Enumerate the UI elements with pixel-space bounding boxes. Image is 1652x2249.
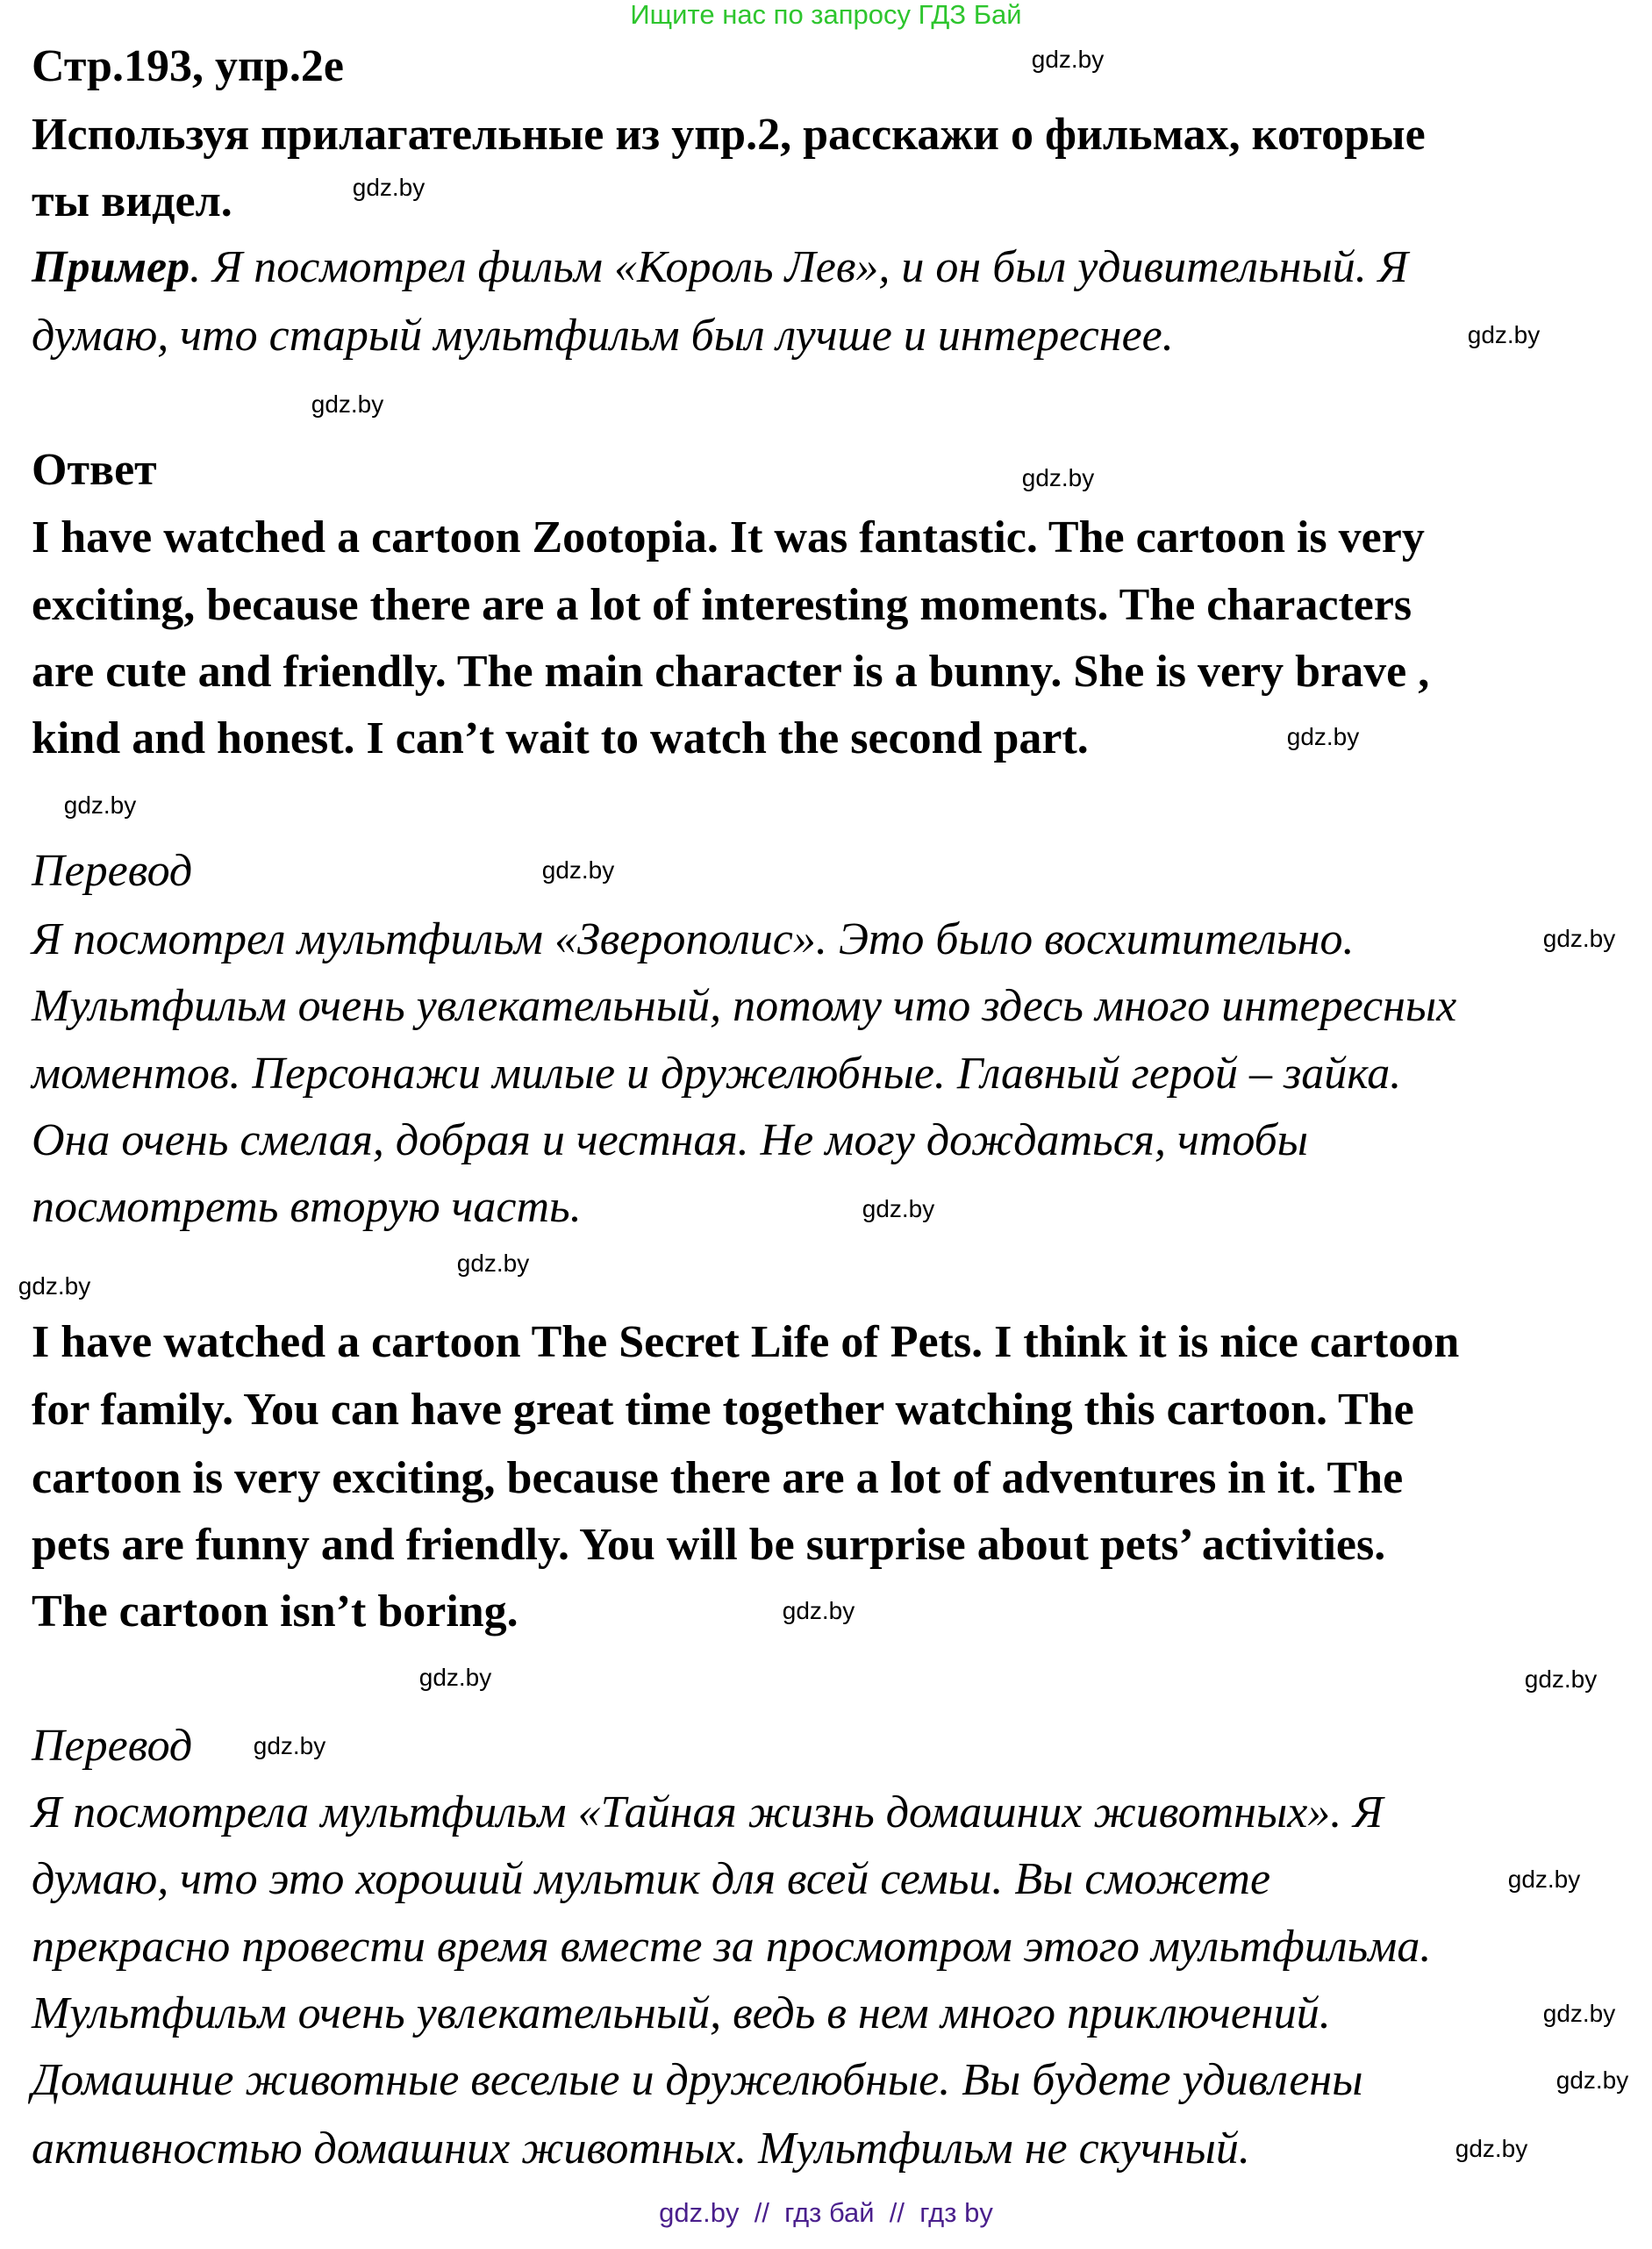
watermark: gdz.by [541, 856, 615, 884]
search-hint-banner: Ищите нас по запросу ГДЗ Бай [630, 0, 1022, 30]
translation2-line: Я посмотрела мультфильм «Тайная жизнь домашних животных». Я [32, 1787, 1384, 1837]
example-line [32, 234, 1408, 301]
answer1-line: exciting, because there are a lot of interesting moments. The characters [32, 580, 1412, 630]
watermark: gdz.by [456, 1250, 530, 1277]
watermark: gdz.by [1507, 1866, 1581, 1893]
translation1-line: Она очень смелая, добрая и честная. Не могу дождаться, чтобы [32, 1115, 1309, 1165]
watermark: gdz.by [1031, 46, 1105, 73]
watermark: gdz.by [418, 1664, 492, 1691]
answer2-line: I have watched a cartoon The Secret Life of Pets. I think it is nice cartoon [32, 1317, 1460, 1367]
page-title: Стр.193, упр.2е [32, 41, 344, 91]
translation2-line: думаю, что это хороший мультик для всей семьи. Вы сможете [32, 1854, 1271, 1904]
watermark: gdz.by [352, 174, 426, 201]
watermark: gdz.by [1286, 723, 1360, 750]
watermark: gdz.by [1021, 464, 1095, 491]
answer2-line: The cartoon isn’t boring. [32, 1586, 518, 1637]
watermark: gdz.by [1542, 925, 1616, 952]
watermark: gdz.by [1455, 2135, 1528, 2162]
answer2-line: for family. You can have great time together watching this cartoon. The [32, 1385, 1414, 1435]
translation1-line: Мультфильм очень увлекательный, потому что здесь много интересных [32, 981, 1457, 1031]
translation2-line: Мультфильм очень увлекательный, ведь в нем много приключений. [32, 1988, 1331, 2038]
translation1-line: Я посмотрел мультфильм «Зверополис». Это было восхитительно. [32, 914, 1355, 964]
answer1-line: kind and honest. I can’t wait to watch the second part. [32, 713, 1089, 763]
task-line: ты видел. [32, 176, 232, 226]
translation1-line: посмотреть вторую часть. [32, 1182, 582, 1232]
answer1-line: I have watched a cartoon Zootopia. It was fantastic. The cartoon is very [32, 512, 1425, 562]
answer2-line: pets are funny and friendly. You will be surprise about pets’ activities. [32, 1520, 1386, 1570]
answer-heading: Ответ [32, 445, 157, 495]
answer2-line: cartoon is very exciting, because there are a lot of adventures in it. The [32, 1453, 1404, 1503]
answer1-line: are cute and friendly. The main character is a bunny. She is very brave , [32, 647, 1430, 697]
example-text: . Я посмотрел фильм «Король Лев», и он был удивительный. Я [190, 242, 1408, 292]
translation1-line: моментов. Персонажи милые и дружелюбные. Главный герой – зайка. [32, 1049, 1402, 1099]
task-line: Используя прилагательные из упр.2, расскажи о фильмах, которые [32, 110, 1426, 160]
watermark: gdz.by [1542, 2000, 1616, 2027]
watermark: gdz.by [311, 390, 384, 418]
watermark: gdz.by [63, 791, 137, 819]
watermark: gdz.by [1524, 1665, 1598, 1693]
footer-links[interactable]: gdz.by // гдз бай // гдз by [659, 2197, 993, 2228]
example-label: Пример [32, 242, 190, 292]
watermark: gdz.by [1555, 2066, 1629, 2094]
translation2-line: активностью домашних животных. Мультфильм не скучный. [32, 2124, 1250, 2174]
translation-heading: Перевод [32, 846, 193, 896]
watermark: gdz.by [782, 1597, 855, 1624]
translation-heading: Перевод [32, 1721, 193, 1771]
translation2-line: прекрасно провести время вместе за просмотром этого мультфильма. [32, 1922, 1432, 1972]
example-line: думаю, что старый мультфильм был лучше и интереснее. [32, 311, 1174, 361]
translation2-line: Домашние животные веселые и дружелюбные. Вы будете удивлены [32, 2055, 1363, 2105]
watermark: gdz.by [862, 1195, 935, 1222]
watermark: gdz.by [1467, 321, 1541, 348]
watermark: gdz.by [253, 1732, 326, 1759]
watermark: gdz.by [18, 1272, 91, 1300]
